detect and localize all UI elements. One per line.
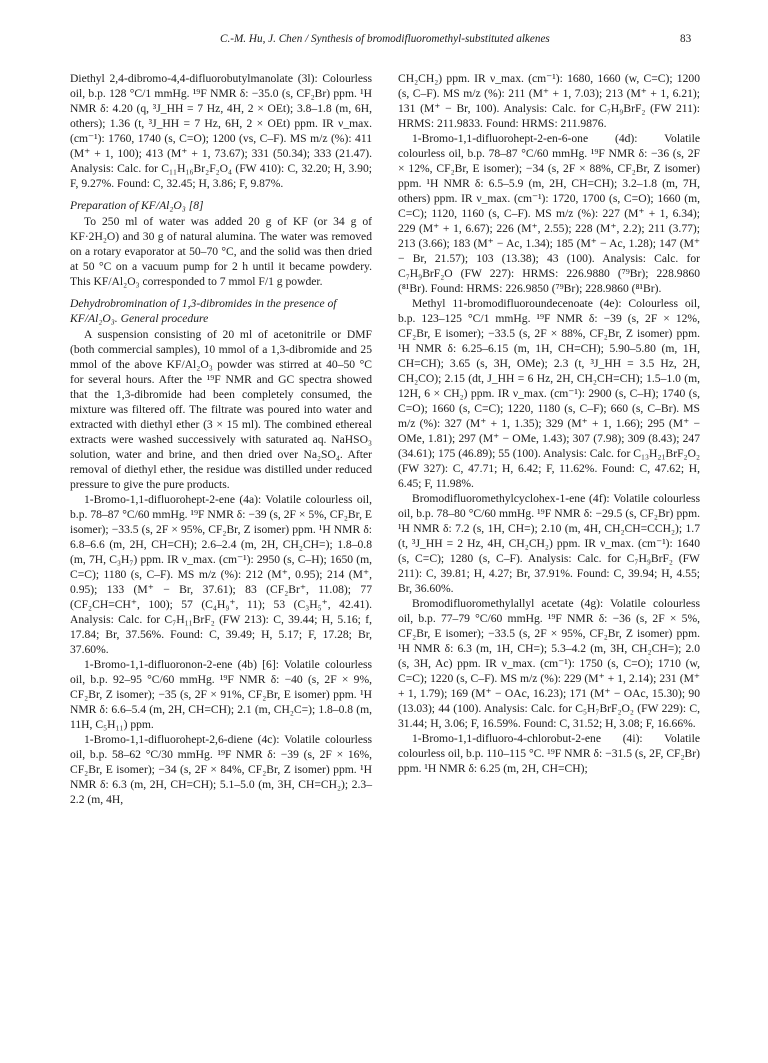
paragraph: Bromodifluoromethylcyclohex-1-ene (4f): Volatile colourless oil, b.p. 78–80 °C/60 mmHg. ¹⁹F NMR δ: −29.5 (s, CF₂Br) ppm. ¹H NMR δ: 7.2 (s, 1H, CH=); 2.10 (m, 4H, CH₂CH=CCH₂); 1.7 (t, ³J_HH = 2 Hz, 4H, CH₂CH₂) ppm. IR ν_max. (cm⁻¹): 1640 (s, C=C); 1280 (s, C–F). Analysis: Calc. for C₇H₉BrF₂ (FW 211): C, 39.81; H, 4.27; Br, 37.91%. Found: C, 39.94; H, 4.55; Br, 36.60%. [398,492,700,595]
running-title: C.-M. Hu, J. Chen / Synthesis of bromodifluoromethyl-substituted alkenes [220,33,550,45]
paragraph: 1-Bromo-1,1-difluoro-4-chlorobut-2-ene (4i): Volatile colourless oil, b.p. 110–115 °C. ¹⁹F NMR δ: −31.5 (s, 2F, CF₂Br) ppm. ¹H NMR δ: 6.25 (m, 2H, CH=CH); [398,732,700,775]
paragraph: 1-Bromo-1,1-difluoronon-2-ene (4b) [6]: Volatile colourless oil, b.p. 92–95 °C/60 mmHg. ¹⁹F NMR δ: −40 (s, 2F × 9%, CF₂Br, Z isomer); −35 (s, 2F × 91%, CF₂Br, E isomer) ppm. ¹H NMR δ: 6.6–5.4 (m, 2H, CH=CH); 2.1 (m, CH₂C=); 1.8–0.8 (m, 11H, C₅H₁₁) ppm. [70,658,372,731]
paragraph: Methyl 11-bromodifluoroundecenoate (4e): Colourless oil, b.p. 123–125 °C/1 mmHg. ¹⁹F NMR δ: −39 (s, 2F × 12%, CF₂Br, E isomer); −33.5 (s, 2F × 88%, CF₂Br, Z isomer) ppm. ¹H NMR δ: 6.25–6.15 (m, 1H, CH=CH); 5.90–5.80 (m, 1H, CH=CH); 3.65 (s, 3H, OMe); 2.3 (t, ³J_HH = 3.5 Hz, 2H, CH₂CO); 2.15 (dt, J_HH = 6 Hz, 2H, CH₂CH=CH); 1.5–1.0 (m, 12H, 6 × CH₂) ppm. IR ν_max. (cm⁻¹): 2900 (s, C–H); 1740 (s, C=O); 1660 (s, C=C); 1220, 1180 (s, C–F); 660 (s, C–Br). MS m/z (%): 327 (M⁺ + 1, 1.35); 329 (M⁺ + 1, 1.66); 295 (M⁺ − OMe, 1.81); 297 (M⁺ − OMe, 1.43); 307 (7.98); 309 (8.43); 247 (34.61); 175 (46.89); 55 (100). Analysis: Calc. for C₁₃H₂₁BrF₂O₂ (FW 327): C, 47.71; H, 6.42; F, 11.62%. Found: C, 47.62; H, 6.45; F, 11.98%. [398,297,700,490]
section-heading: Preparation of KF/Al₂O₃ [8] [70,199,204,212]
paragraph: 1-Bromo-1,1-difluorohept-2-en-6-one (4d): Volatile colourless oil, b.p. 78–87 °C/60 mmHg. ¹⁹F NMR δ: −36 (s, 2F × 12%, CF₂Br, E isomer); −34 (s, 2F × 88%, CF₂Br, Z isomer) ppm. ¹H NMR δ: 6.5–5.9 (m, 2H, CH=CH); 3.2–1.8 (m, 7H, others) ppm. IR ν_max. (cm⁻¹): 1720, 1700 (s, C=O); 1660 (m, C=C); 1120, 1160 (s, C–F). MS m/z (%): 227 (M⁺ + 1, 6.34); 229 (M⁺ + 1, 6.67); 226 (M⁺, 2.55); 228 (M⁺, 2.2); 211 (3.77); 213 (3.66); 183 (M⁺ − Ac, 1.34); 185 (M⁺ − Ac, 1.28); 147 (M⁺ − Br, 21.57); 103 (13.38); 43 (100). Analysis: Calc. for C₇H₉BrF₂O (FW 227): HRMS: 226.9880 (⁷⁹Br); 228.9860 (⁸¹Br). Found: HRMS: 226.9850 (⁷⁹Br); 228.9860 (⁸¹Br). [398,132,700,295]
section-heading: Dehydrobromination of 1,3-dibromides in the presence of KF/Al₂O₃. General procedure [70,297,337,325]
paragraph: Diethyl 2,4-dibromo-4,4-difluorobutylmanolate (3l): Colourless oil, b.p. 128 °C/1 mmHg. ¹⁹F NMR δ: −35.0 (s, CF₂Br) ppm. ¹H NMR δ: 4.20 (q, ³J_HH = 7 Hz, 4H, 2 × OEt); 3.8–1.8 (m, 6H, others); 1.36 (t, ³J_HH = 7 Hz, 6H, 2 × OEt) ppm. IR ν_max. (cm⁻¹): 1760, 1740 (s, C=O); 1200 (vs, C–F). MS m/z (%): 411 (M⁺ + 1, 100); 413 (M⁺ + 1, 73.67); 331 (50.34); 333 (21.47). Analysis: Calc. for C₁₁H₁₆Br₂F₂O₄ (FW 410): C, 32.20; H, 3.90; F, 9.27%. Found: C, 32.45; H, 3.86; F, 9.87%. [70,72,372,190]
paragraph: Bromodifluoromethylallyl acetate (4g): Volatile colourless oil, b.p. 77–79 °C/60 mmHg. ¹⁹F NMR δ: −36 (s, 2F × 5%, CF₂Br, E isomer); −33.5 (s, 2F × 95%, CF₂Br, Z isomer) ppm. ¹H NMR δ: 6.3 (m, 1H, CH=); 5.3–4.2 (m, 3H, CH₂CH=); 2.0 (s, 3H, Ac) ppm. IR ν_max. (cm⁻¹): 1750 (s, C=O); 1710 (w, C=C); 1220 (s, C–F). MS m/z (%): 229 (M⁺ + 1, 2.14); 231 (M⁺ + 1, 1.79); 169 (M⁺ − OAc, 16.23); 171 (M⁺ − OAc, 15.30); 90 (13.03); 44 (100). Analysis: Calc. for C₅H₇BrF₂O₂ (FW 229): C, 31.44; H, 3.06; F, 16.59%. Found: C, 31.52; H, 3.08; F, 16.66%. [398,597,700,730]
paragraph: To 250 ml of water was added 20 g of KF (or 34 g of KF·2H₂O) and 30 g of natural alumina. The water was removed on a rotary evaporator at 50–70 °C, and the solid was then dried at 50 °C on a vacuum pump for 2 h until it became powdery. This KF/Al₂O₃ corresponded to 7 mmol F/1 g powder. [70,215,372,288]
paragraph: CH₂CH₂) ppm. IR ν_max. (cm⁻¹): 1680, 1660 (w, C=C); 1200 (s, C–F). MS m/z (%): 211 (M⁺ + 1, 7.03); 213 (M⁺ + 1, 6.21); 131 (M⁺ − Br, 100). Analysis: Calc. for C₇H₉BrF₂ (FW 211): HRMS: 211.9833. Found: HRMS: 211.9876. [398,72,700,130]
right-text-column [398,71,700,776]
paragraph: 1-Bromo-1,1-difluorohept-2,6-diene (4c): Volatile colourless oil, b.p. 58–62 °C/30 mmHg. ¹⁹F NMR δ: −39 (s, 2F × 16%, CF₂Br, E isomer); −34 (s, 2F × 84%, CF₂Br, Z isomer) ppm. ¹H NMR δ: 6.3 (m, 2H, CH=CH); 5.1–5.0 (m, 3H, CH=CH₂); 2.3–2.2 (m, 4H, [70,733,372,806]
left-text-column [70,71,372,807]
page-number: 83 [680,33,692,45]
paragraph: 1-Bromo-1,1-difluorohept-2-ene (4a): Volatile colourless oil, b.p. 78–87 °C/60 mmHg. ¹⁹F NMR δ: −39 (s, 2F × 5%, CF₂Br, E isomer); −33.5 (s, 2F × 95%, CF₂Br, Z isomer) ppm. ¹H NMR δ: 6.8–6.6 (m, 2H, CH=CH); 2.6–2.4 (m, 2H, CH₂CH=); 1.8–0.8 (m, 7H, C₃H₇) ppm. IR ν_max. (cm⁻¹): 2950 (s, C–H); 1650 (m, C=C); 1180 (s, C–F). MS m/z (%): 212 (M⁺, 0.95); 214 (M⁺, 0.95); 133 (M⁺ − Br, 37.61); 83 (CF₂Br⁺, 11.08); 77 (CF₂CH=CH⁺, 100); 57 (C₄H₉⁺, 11); 53 (C₃H₅⁺, 42.41). Analysis: Calc. for C₇H₁₁BrF₂ (FW 213): C, 39.44; H, 5.16; f, 17.84; Br, 37.56%. Found: C, 39.49; H, 5.17; F, 17.28; Br, 37.60%. [70,493,372,656]
running-header [0,33,768,55]
paragraph: A suspension consisting of 20 ml of acetonitrile or DMF (both commercial samples), 10 mmol of a 1,3-dibromide and 25 mmol of the above KF/Al₂O₃ powder was stirred at 40–50 °C for several hours. After the ¹⁹F NMR and GC spectra showed that the 1,3-dibromide had been completely consumed, the mixture was filtered off. The filtrate was poured into water and extracted with diethyl ether (3 × 15 ml). The combined ethereal extracts were washed successively with saturated aq. NaHSO₃ solution, water and brine, and then dried over Na₂SO₄. After removal of diethyl ether, the residue was distilled under reduced pressure to give the pure products. [70,328,372,491]
